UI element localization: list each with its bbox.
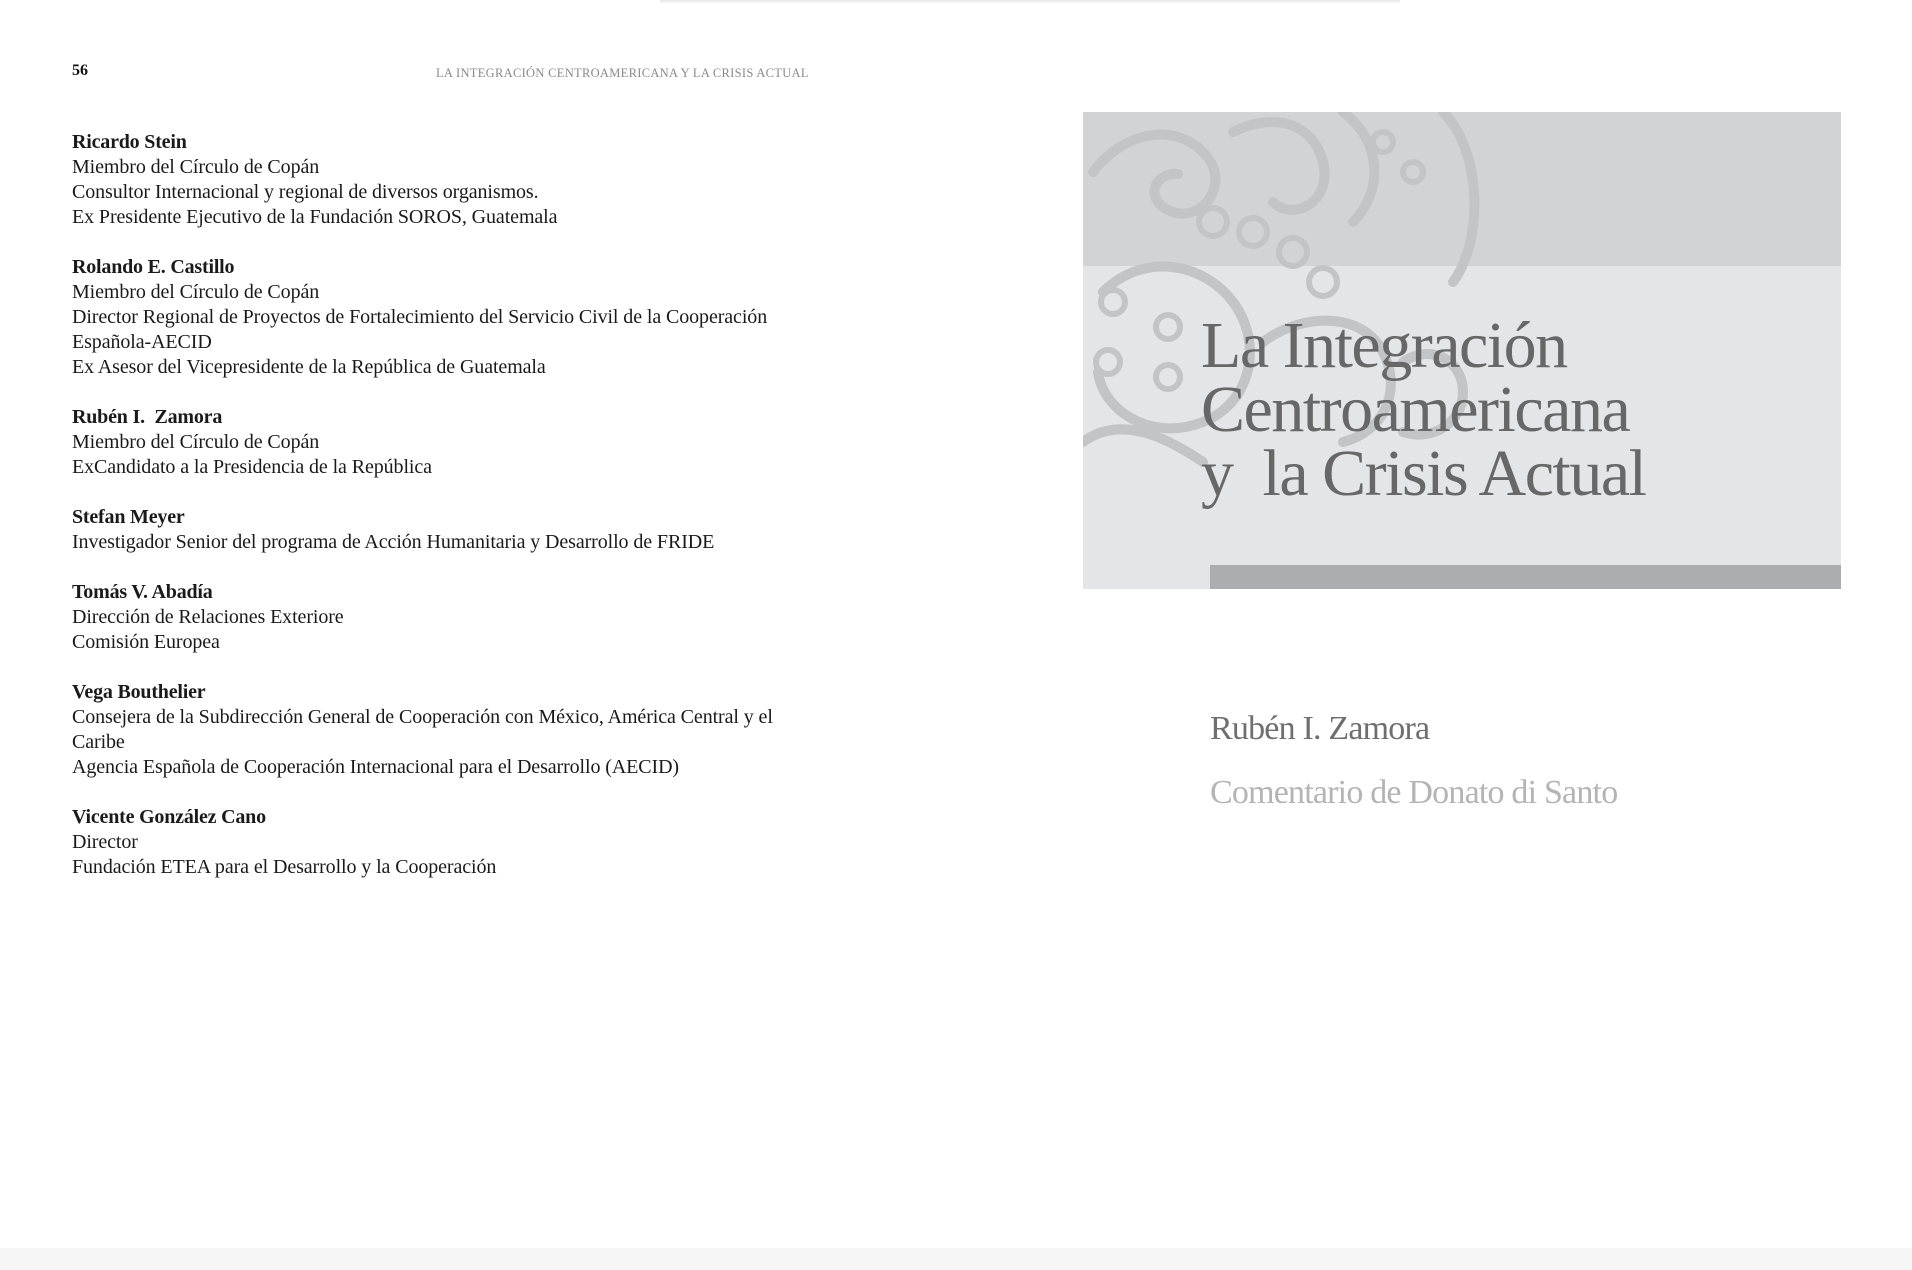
contributor-role: Comisión Europea [72,631,220,653]
contributor-entry [72,805,852,880]
contributor-name: Vega Bouthelier [72,681,206,703]
contributor-role: ExCandidato a la Presidencia de la República [72,456,432,478]
book-title-line: y la Crisis Actual [1201,437,1646,510]
contributor-name: Rubén I. Zamora [72,406,223,428]
page-header [72,62,852,86]
contributor-role: Fundación ETEA para el Desarrollo y la Cooperación [72,856,497,878]
contributor-role: Consejera de la Subdirección General de Cooperación con México, América Central y el [72,706,773,728]
contributor-entry [72,505,852,555]
page-number: 56 [72,62,88,79]
cover-accent-bar [1210,565,1841,589]
contributor-role: Dirección de Relaciones Exteriore [72,606,344,628]
top-edge-shadow [660,0,1400,4]
contributor-role: Ex Presidente Ejecutivo de la Fundación SOROS, Guatemala [72,206,558,228]
contributor-role: Miembro del Círculo de Copán [72,281,320,303]
book-title-line: Centroamericana [1201,373,1630,446]
bottom-edge-band [0,1248,1912,1270]
contributor-role: Director [72,831,138,853]
contributor-role: Miembro del Círculo de Copán [72,156,320,178]
contributor-role: Caribe [72,731,125,753]
contributor-name: Vicente González Cano [72,806,266,828]
contributor-role: Ex Asesor del Vicepresidente de la República de Guatemala [72,356,546,378]
contributor-role: Agencia Española de Cooperación Internacional para el Desarrollo (AECID) [72,756,679,778]
running-title: LA INTEGRACIÓN CENTROAMERICANA Y LA CRISIS ACTUAL [436,66,809,80]
book-title [1201,309,1646,510]
contributor-role: Miembro del Círculo de Copán [72,431,320,453]
book-title-line: La Integración [1201,309,1567,382]
contributor-entry [72,255,852,380]
contributor-role: Española-AECID [72,331,212,353]
contributor-role: Investigador Senior del programa de Acción Humanitaria y Desarrollo de FRIDE [72,531,715,553]
cover-illustration [1083,112,1841,589]
contributors-list [72,130,852,880]
contributor-entry [72,405,852,480]
contributor-role: Director Regional de Proyectos de Fortalecimiento del Servicio Civil de la Cooperación [72,306,768,328]
contributor-name: Ricardo Stein [72,131,187,153]
contributor-entry [72,130,852,230]
contributor-entry [72,580,852,655]
book-author: Rubén I. Zamora [1210,710,1430,747]
contributor-entry [72,680,852,780]
left-page [72,62,852,905]
contributor-name: Rolando E. Castillo [72,256,235,278]
contributor-name: Stefan Meyer [72,506,185,528]
contributor-name: Tomás V. Abadía [72,581,213,603]
contributor-role: Consultor Internacional y regional de diversos organismos. [72,181,539,203]
book-commentary: Comentario de Donato di Santo [1210,774,1618,811]
